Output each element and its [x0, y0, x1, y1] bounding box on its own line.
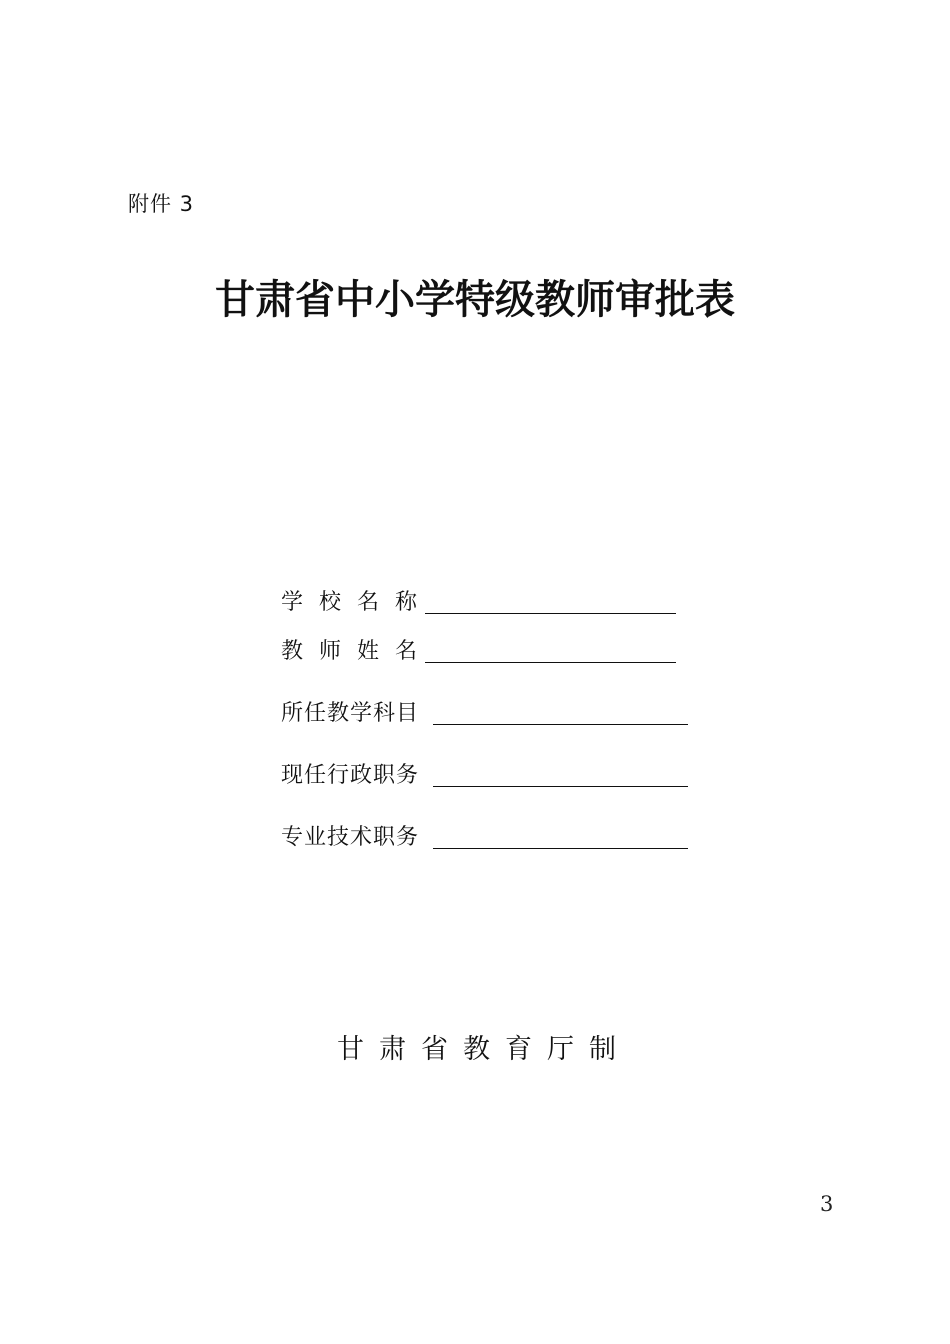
attachment-label: 附件 3: [128, 192, 195, 216]
page-number: 3: [820, 1192, 834, 1216]
field-label-subject: 所任教学科目: [281, 701, 420, 726]
form-field-teacher-name: [281, 633, 676, 667]
field-label-teacher-name: 教师姓名: [281, 639, 434, 664]
form-field-professional-title: [281, 819, 688, 853]
field-label-professional-title: 专业技术职务: [281, 825, 420, 850]
form-field-subject: [281, 695, 688, 729]
cover-form: [281, 0, 731, 900]
issuer-text: 甘肃省教育厅制: [337, 1034, 631, 1065]
field-label-school-name: 学校名称: [281, 590, 434, 615]
field-input-professional-title[interactable]: [433, 824, 688, 849]
field-input-school-name[interactable]: [425, 589, 676, 614]
document-title: 甘肃省中小学特级教师审批表: [215, 276, 735, 323]
field-input-subject[interactable]: [433, 700, 688, 725]
form-field-school-name: [281, 584, 676, 618]
form-field-admin-position: [281, 757, 688, 791]
field-label-admin-position: 现任行政职务: [281, 763, 420, 788]
field-input-admin-position[interactable]: [433, 762, 688, 787]
field-input-teacher-name[interactable]: [425, 638, 676, 663]
